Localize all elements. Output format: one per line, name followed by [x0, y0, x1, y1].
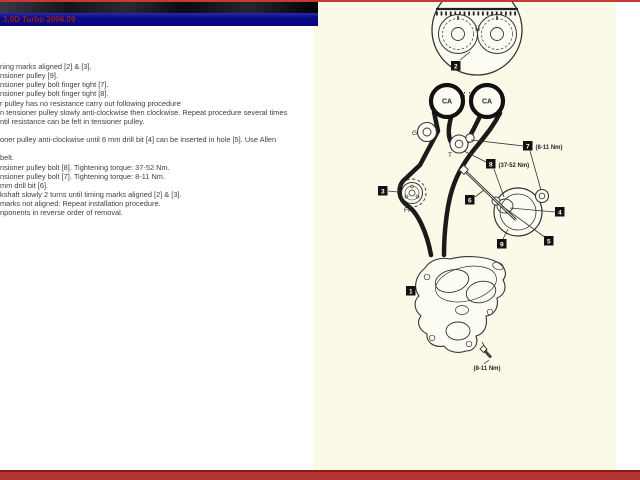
instruction-frame — [0, 26, 313, 470]
fuel-pump-label: FP — [404, 207, 413, 214]
camshaft-pulley-left — [431, 85, 463, 117]
torque-label-cover-bolt: (8-11 Nm) — [473, 366, 501, 372]
vehicle-title-bar[interactable] — [0, 13, 318, 26]
instruction-line: nponents in reverse order of removal. — [0, 208, 123, 218]
svg-text:2: 2 — [453, 63, 458, 71]
instruction-line: nsioner pulley bolt [8]. Tightening torque: 37-52 Nm. — [0, 162, 170, 172]
instruction-line: marks not aligned: Repeat installation procedure. — [0, 199, 161, 209]
top-border-line — [0, 0, 640, 2]
instruction-line: r pulley has no resistance carry out following procedure — [0, 98, 181, 108]
guide-pulley-label: G — [412, 130, 418, 137]
callout-box-2 — [451, 61, 461, 71]
callout-box-7 — [523, 141, 533, 151]
callout-box-8 — [486, 159, 496, 169]
instruction-line: nsioner pulley bolt finger tight [7]. — [0, 80, 109, 90]
svg-text:1: 1 — [408, 288, 413, 296]
svg-text:7: 7 — [525, 143, 530, 151]
bottom-status-bar — [0, 470, 640, 480]
instruction-line — [0, 144, 313, 153]
camshaft-pulley-right — [471, 85, 503, 117]
svg-text:4: 4 — [557, 209, 562, 217]
instruction-line: nsioner pulley bolt finger tight [8]. — [0, 89, 109, 99]
torque-label-8: (37-52 Nm) — [498, 163, 530, 169]
toolbar-strip — [0, 2, 318, 13]
svg-text:8: 8 — [488, 161, 493, 169]
instruction-line: ning marks aligned [2] & [3]. — [0, 62, 92, 71]
callout-box-4 — [555, 207, 565, 217]
instruction-line: belt. — [0, 153, 14, 163]
timing-belt-diagram — [313, 2, 640, 480]
svg-text:9: 9 — [499, 241, 504, 249]
instruction-line: kshaft slowly 2 turns until timing marks aligned [2] & [3]. — [0, 189, 182, 199]
instruction-line: nsioner pulley bolt [7]. Tightening torque: 8-11 Nm. — [0, 171, 166, 181]
instruction-line: n tensioner pulley slowly anti-clockwise then clockwise. Repeat procedure several times — [0, 107, 288, 117]
callout-box-5 — [544, 236, 554, 246]
diagram-frame — [313, 2, 640, 470]
callout-box-9 — [497, 239, 507, 249]
instruction-line — [0, 126, 313, 135]
vehicle-title: 3,0D Turbo 2006.09 — [3, 15, 76, 24]
svg-text:3: 3 — [380, 188, 385, 196]
svg-text:5: 5 — [546, 238, 551, 246]
callout-box-3 — [378, 186, 388, 196]
instruction-line: ntil resistance can be felt in tensioner pulley. — [0, 116, 145, 126]
callout-box-1 — [406, 286, 416, 296]
instruction-text — [0, 62, 313, 217]
torque-label-7: (8-11 Nm) — [535, 145, 563, 151]
callout-box-6 — [465, 195, 475, 205]
camshaft-right-label: CA — [481, 98, 493, 106]
instruction-line: mm drill bit [6]. — [0, 180, 49, 190]
tensioner-pulley-label: T — [448, 152, 452, 159]
svg-text:6: 6 — [467, 197, 472, 205]
mounting-lug — [536, 190, 549, 203]
camshaft-left-label: CA — [441, 98, 453, 106]
instruction-line: nsioner pulley [9]. — [0, 71, 58, 81]
instruction-line: oner pulley anti-clockwise until 6 mm drill bit [4] can be inserted in hole [5]. Use Allen — [0, 135, 277, 145]
